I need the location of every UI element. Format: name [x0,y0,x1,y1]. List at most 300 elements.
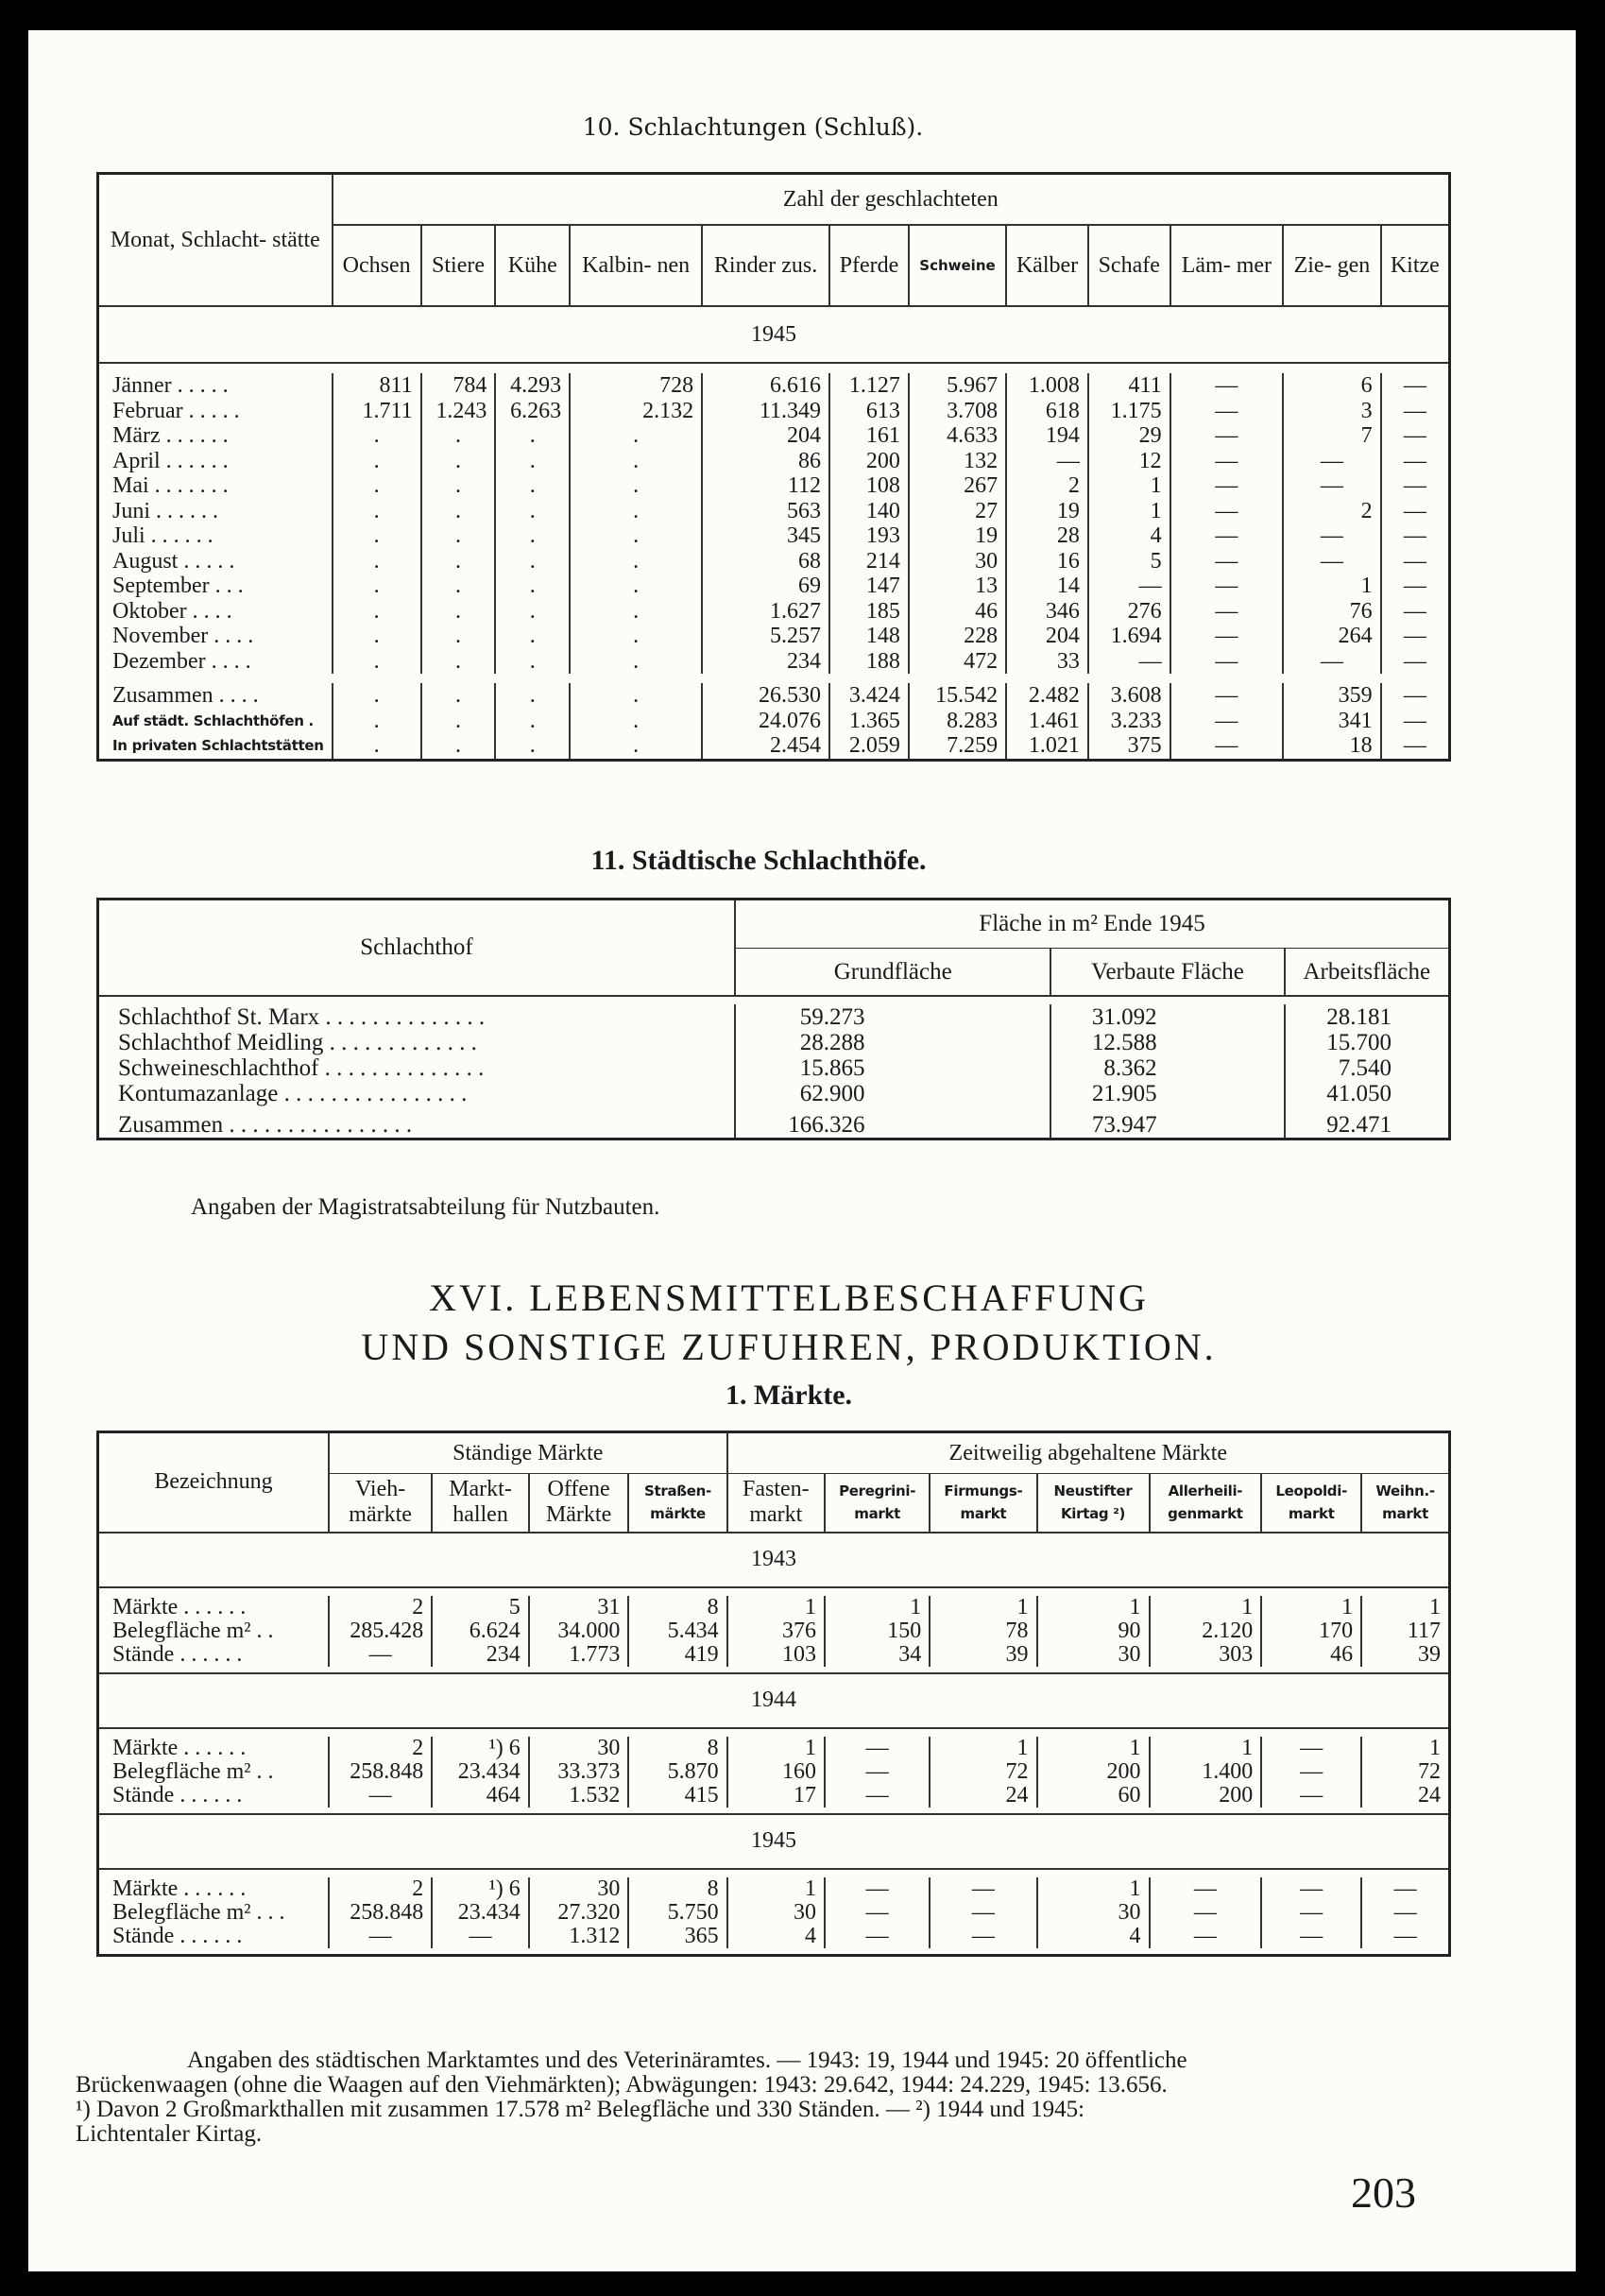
table-cell: 78 [930,1619,1036,1643]
table-cell: 1.532 [529,1784,629,1808]
table-row [98,1596,1450,1619]
table-row [98,624,1450,649]
slaughterhouse-header: Schlachthof [98,900,736,997]
table-cell: 33 [1006,649,1088,675]
table-cell: 28.181 [1285,1004,1450,1030]
column-header: Schafe [1088,225,1170,306]
table-cell: 6.263 [495,399,570,424]
table-row [98,499,1450,524]
table-cell: 24.076 [702,709,829,734]
table-cell: . [495,423,570,449]
table-cell: 1.008 [1006,373,1088,399]
table-cell: — [1170,649,1284,675]
table-cell: — [1170,399,1284,424]
row-label: Märkte . . . . . . [112,1735,247,1760]
table-cell: 1.127 [829,373,909,399]
row-label: Kontumazanlage . . . . . . . . . . . . . . . . [98,1081,736,1106]
table-cell: — [329,1925,432,1948]
table-cell: . [570,649,702,675]
table-cell: . [570,574,702,599]
table-cell: . [495,733,570,760]
table-cell: 346 [1006,599,1088,625]
table-cell: 1.711 [333,399,421,424]
table-cell: — [329,1643,432,1667]
table-cell: . [421,549,496,574]
table-cell: 5.870 [628,1760,726,1784]
table-cell: 23.434 [432,1901,529,1925]
table-cell: 303 [1150,1643,1262,1667]
table-cell: 2 [329,1737,432,1760]
market-column-header: Peregrini- markt [825,1474,930,1533]
table-cell: 228 [909,624,1006,649]
table-cell: . [495,599,570,625]
table-row [98,1760,1450,1784]
table-cell: 784 [421,373,496,399]
area-column-header: Arbeitsfläche [1285,949,1450,996]
table-cell: 68 [702,549,829,574]
column-header: Rinder zus. [702,225,829,306]
row-label: November . . . . [112,624,254,649]
row-label: Februar . . . . . [112,398,240,423]
table-cell: . [570,423,702,449]
table-cell: 5.967 [909,373,1006,399]
section-title-line1: XVI. LEBENSMITTELBESCHAFFUNG [429,1277,1149,1319]
table-cell: 1 [825,1596,930,1619]
table-cell: 24 [930,1784,1036,1808]
table-cell: — [1283,473,1381,499]
row-label: April . . . . . . [112,448,229,473]
table-cell: 214 [829,549,909,574]
column-header: Kühe [495,225,570,306]
table-cell: 31.092 [1050,1004,1284,1030]
table-cell: — [1361,1925,1449,1948]
table-cell: . [495,523,570,549]
table-11-title: 11. Städtische Schlachthöfe. [590,845,927,876]
row-label: Oktober . . . . [112,598,232,624]
table-cell: 2 [329,1596,432,1619]
row-label: Zusammen . . . . [112,683,259,709]
table-cell: — [1261,1877,1361,1901]
table-cell: . [333,523,421,549]
table-row [98,1784,1450,1808]
column-header: Kalbin- nen [570,225,702,306]
table-cell: . [333,574,421,599]
table-cell: 69 [702,574,829,599]
table-cell: 30 [529,1877,629,1901]
table-cell: 1.365 [829,709,909,734]
row-label: März . . . . . . [112,423,229,449]
table-cell: 1 [1037,1596,1150,1619]
row-label: Juni . . . . . . [112,498,219,523]
table-cell: — [1381,574,1450,599]
table-cell: — [1170,473,1284,499]
table-cell: — [825,1925,930,1948]
table-cell: . [570,599,702,625]
table-cell: . [333,449,421,474]
table-cell: . [333,549,421,574]
market-column-header: Leopoldi- markt [1261,1474,1361,1533]
year-row [98,1673,1450,1728]
table-cell: 234 [702,649,829,675]
table-cell: — [1150,1901,1262,1925]
table-cell: 16 [1006,549,1088,574]
table-row [98,549,1450,574]
table-cell: — [1170,733,1284,760]
area-column-header: Verbaute Fläche [1050,949,1284,996]
table-cell: — [1381,373,1450,399]
table-cell: 258.848 [329,1901,432,1925]
table-cell: 160 [727,1760,825,1784]
table-cell: 46 [1261,1643,1361,1667]
table-cell: . [570,449,702,474]
table-cell: . [333,709,421,734]
table-cell: — [1261,1784,1361,1808]
table-cell: 7.540 [1285,1055,1450,1081]
table-cell: 613 [829,399,909,424]
table-row [98,1030,1450,1055]
table-cell: 2.120 [1150,1619,1262,1643]
table-cell: . [333,683,421,709]
table-row [98,399,1450,424]
table-cell: . [421,624,496,649]
table-cell: 2 [329,1877,432,1901]
table-row [98,523,1450,549]
table-row [98,709,1450,734]
table-cell: . [570,473,702,499]
table-cell: 13 [909,574,1006,599]
year-label: 1945 [98,306,1450,363]
table-cell: — [1381,649,1450,675]
table-row [98,1081,1450,1106]
table-cell: — [1261,1901,1361,1925]
table-cell: 30 [529,1737,629,1760]
table-cell: . [495,449,570,474]
table-cell: 108 [829,473,909,499]
table-cell: — [1006,449,1088,474]
table-cell: 1.694 [1088,624,1170,649]
table-cell: 1 [1088,473,1170,499]
table-cell: . [570,624,702,649]
permanent-markets-header: Ständige Märkte [329,1432,727,1474]
table-row [98,473,1450,499]
table-cell: — [1261,1760,1361,1784]
table-row [98,1106,1450,1139]
table-cell: 12 [1088,449,1170,474]
table-cell: . [421,733,496,760]
table-cell: 4 [1037,1925,1150,1948]
row-label: Belegfläche m² . . . [112,1899,285,1925]
table-cell: — [1381,499,1450,524]
row-label: Stände . . . . . . [112,1641,243,1667]
table-cell: 62.900 [799,1081,865,1106]
table-cell: 31 [529,1596,629,1619]
year-label: 1945 [98,1814,1450,1869]
table-cell: 90 [1037,1619,1150,1643]
table-cell: 12.588 [1050,1030,1284,1055]
table-cell: — [1170,549,1284,574]
table-cell: ¹) 6 [432,1877,529,1901]
table-row [98,1901,1450,1925]
table-cell: 1 [1361,1737,1449,1760]
table-cell: 411 [1088,373,1170,399]
column-header: Ochsen [333,225,421,306]
table-cell: 563 [702,499,829,524]
table-cell: 1.175 [1088,399,1170,424]
slaughter-table [96,172,1451,762]
table-cell: . [333,649,421,675]
table-cell: — [1381,423,1450,449]
table-cell: — [1088,574,1170,599]
table-cell: 150 [825,1619,930,1643]
table-cell: 1 [1088,499,1170,524]
table-cell: 26.530 [702,683,829,709]
note-line-4: Lichtentaler Kirtag. [76,2121,263,2147]
column-header: Läm- mer [1170,225,1284,306]
table-cell: 2.482 [1006,683,1088,709]
table-cell: 376 [727,1619,825,1643]
market-column-header: Fasten- markt [727,1474,825,1533]
table-cell: — [825,1877,930,1901]
table-cell: 811 [333,373,421,399]
table-cell: 1.243 [421,399,496,424]
table-cell: . [495,709,570,734]
table-cell: . [421,574,496,599]
table-row [98,683,1450,709]
row-label: Zusammen . . . . . . . . . . . . . . . . [98,1106,736,1139]
table-cell: 8.283 [909,709,1006,734]
table-cell: — [930,1877,1036,1901]
table-cell: 194 [1006,423,1088,449]
row-label: Märkte . . . . . . [112,1876,247,1901]
row-label: September . . . [112,574,244,599]
market-column-header: Markt- hallen [432,1474,529,1533]
table-cell: — [1381,733,1450,760]
table-row [98,423,1450,449]
column-header: Kälber [1006,225,1088,306]
table-cell: . [421,709,496,734]
table-cell: . [421,473,496,499]
table-cell: 3 [1283,399,1381,424]
table-cell: 30 [1037,1901,1150,1925]
table-cell: . [570,499,702,524]
table-cell: 15.542 [909,683,1006,709]
table-cell: 86 [702,449,829,474]
table-cell: 2.132 [570,399,702,424]
table-cell: — [1361,1877,1449,1901]
table-cell: 112 [702,473,829,499]
table-cell: 3.233 [1088,709,1170,734]
table-cell: 6 [1283,373,1381,399]
table-cell: 7 [1283,423,1381,449]
table-cell: 27.320 [529,1901,629,1925]
table-cell: 3.424 [829,683,909,709]
row-label: Schlachthof Meidling . . . . . . . . . . . . . [98,1030,736,1055]
markets-table [96,1431,1451,1957]
table-cell: 19 [909,523,1006,549]
table-cell: 4 [1088,523,1170,549]
table-cell: 5.257 [702,624,829,649]
table-cell: 1 [930,1737,1036,1760]
table-cell: 204 [702,423,829,449]
table-cell: . [570,523,702,549]
table-cell: 18 [1283,733,1381,760]
table-cell: 3.608 [1088,683,1170,709]
table-cell: . [495,649,570,675]
table-cell: 5.434 [628,1619,726,1643]
table-cell: 1 [727,1877,825,1901]
table-cell: . [570,709,702,734]
table-row [98,599,1450,625]
row-label: In privaten Schlachtstätten [112,737,324,755]
table-cell: 2.454 [702,733,829,760]
table-cell: 4.633 [909,423,1006,449]
table-row [98,649,1450,675]
table-cell: — [1261,1737,1361,1760]
table-cell: 72 [930,1760,1036,1784]
table-cell: 21.905 [1050,1081,1284,1106]
table-cell: — [930,1901,1036,1925]
table-row [98,1643,1450,1667]
note-line-2: Brückenwaagen (ohne die Waagen auf den Viehmärkten); Abwägungen: 1943: 29.642, 1944: 24.229, 1945: 13.656. [76,2072,1168,2098]
table-cell: 34.000 [529,1619,629,1643]
designation-header: Bezeichnung [154,1469,273,1495]
table-cell: 200 [1037,1760,1150,1784]
table-cell: ¹) 6 [432,1737,529,1760]
column-header: Zie- gen [1283,225,1381,306]
table-cell: 5 [432,1596,529,1619]
table-cell: . [421,683,496,709]
area-column-header: Grundfläche [833,958,952,985]
table-cell: 59.273 [799,1004,865,1030]
table-cell: 1 [1037,1877,1150,1901]
market-column-header: Offene Märkte [529,1474,629,1533]
table-cell: 147 [829,574,909,599]
table-cell: 161 [829,423,909,449]
table-row [98,733,1450,760]
table-cell: 276 [1088,599,1170,625]
table-cell: 46 [909,599,1006,625]
table-cell: 2 [1006,473,1088,499]
table-cell: . [495,574,570,599]
table-cell: — [1170,373,1284,399]
table-cell: . [333,624,421,649]
table-cell: 1 [1150,1737,1262,1760]
table-cell: . [333,423,421,449]
table-cell: 33.373 [529,1760,629,1784]
table-cell: 204 [1006,624,1088,649]
table-cell: — [1170,624,1284,649]
table-cell: — [1150,1877,1262,1901]
table-cell: 29 [1088,423,1170,449]
table-cell: 234 [432,1643,529,1667]
page-number: 203 [1351,2168,1416,2217]
table-cell: — [1088,649,1170,675]
table-cell: . [421,599,496,625]
table-cell: 345 [702,523,829,549]
table-cell: . [333,499,421,524]
table-cell: . [421,449,496,474]
row-label: Schlachthof St. Marx . . . . . . . . . . . . . . [98,1004,736,1030]
table-cell: 30 [909,549,1006,574]
table-cell: — [1381,523,1450,549]
table-cell: . [421,423,496,449]
table-cell: . [495,549,570,574]
market-column-header: Weihn.- markt [1361,1474,1449,1533]
table-cell: 117 [1361,1619,1449,1643]
table-row [98,1925,1450,1948]
table-cell: 193 [829,523,909,549]
column-header: Stiere [421,225,496,306]
table-cell: 30 [1037,1643,1150,1667]
table-cell: 1 [1037,1737,1150,1760]
table-cell: . [495,683,570,709]
table-cell: 28 [1006,523,1088,549]
table-cell: 1.773 [529,1643,629,1667]
table-cell: . [495,624,570,649]
table-cell: — [1170,574,1284,599]
table-cell: 1 [727,1737,825,1760]
table-cell: 24 [1361,1784,1449,1808]
note-line-3: ¹) Davon 2 Großmarkthallen mit zusammen 17.578 m² Belegfläche und 330 Ständen. — ²) 1944 und 1945: [76,2097,1085,2122]
table-cell: 166.326 [788,1112,865,1138]
markets-note [76,2048,1474,2147]
table-row [98,1877,1450,1901]
table-cell: 39 [930,1643,1036,1667]
table-cell: — [1381,473,1450,499]
table-row [98,1004,1450,1030]
table-cell: 1 [1283,574,1381,599]
row-label: Juli . . . . . . [112,523,213,549]
table-cell: 188 [829,649,909,675]
market-column-header: Straßen- märkte [628,1474,726,1533]
table-cell: — [1381,683,1450,709]
area-group-header: Fläche in m² Ende 1945 [735,900,1450,949]
table-cell: 7.259 [909,733,1006,760]
table-cell: 1 [1150,1596,1262,1619]
table-cell: 264 [1283,624,1381,649]
table-row [98,373,1450,399]
market-column-header: Allerheili- genmarkt [1150,1474,1262,1533]
table-cell: 359 [1283,683,1381,709]
table-cell: — [1381,709,1450,734]
table-cell: 1.461 [1006,709,1088,734]
table-cell: 23.434 [432,1760,529,1784]
table-cell: — [1170,709,1284,734]
table-10-title: 10. Schlachtungen (Schluß). [582,113,924,141]
table-cell: — [1170,449,1284,474]
table-cell: . [421,523,496,549]
table-cell: 618 [1006,399,1088,424]
table-cell: — [930,1925,1036,1948]
table-cell: 15.865 [799,1055,865,1081]
column-header: Schweine [909,225,1006,306]
market-column-header: Neustifter Kirtag ²) [1037,1474,1150,1533]
table-cell: — [825,1760,930,1784]
table-cell: 6.624 [432,1619,529,1643]
table-cell: — [1261,1925,1361,1948]
table-cell: 73.947 [1050,1106,1284,1139]
table-cell: — [1283,549,1381,574]
table-cell: . [495,473,570,499]
table-cell: 8 [628,1596,726,1619]
table-cell: . [495,499,570,524]
table-cell: 267 [909,473,1006,499]
table-cell: 19 [1006,499,1088,524]
table-cell: 1.400 [1150,1760,1262,1784]
table-cell: 14 [1006,574,1088,599]
year-row [98,1533,1450,1587]
table-cell: 92.471 [1285,1106,1450,1139]
